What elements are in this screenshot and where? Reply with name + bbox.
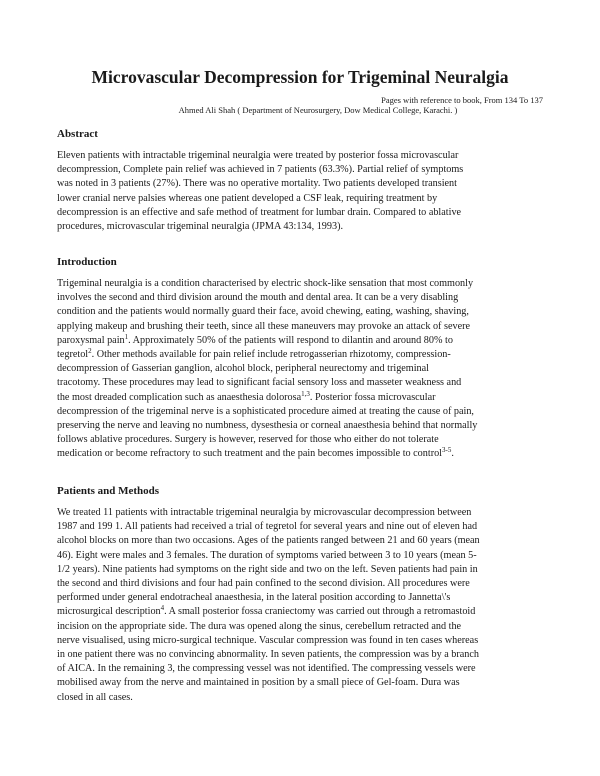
methods-line: closed in all cases.: [57, 691, 133, 703]
citation-superscript: 1,3: [301, 389, 310, 398]
abstract-line: Eleven patients with intractable trigeminal neuralgia were treated by posterior fossa microvascular: [57, 150, 459, 161]
intro-text-run: . Posterior fossa microvascular: [309, 391, 436, 403]
methods-line: 1987 and 199 1. All patients had received a trial of tegretol for several years and nine out of eleven had: [57, 521, 478, 533]
introduction-section: [57, 255, 547, 462]
methods-line: in one patient there was no convincing abnormality. In seven patients, the compression was by a branch: [57, 649, 479, 661]
intro-line: decompression of Gasserian ganglion, alcohol block, peripheral neurectomy and trigeminal: [57, 363, 430, 375]
paper-title: Microvascular Decompression for Trigeminal Neuralgia: [91, 67, 509, 87]
abstract-line: decompression is an effective and safe method of treatment for lumbar drain. Compared to ablative: [57, 206, 462, 218]
methods-line: performed under general endotracheal anaesthesia, in the lateral position according to Jannetta\'s: [57, 592, 451, 604]
methods-line: 46). Eight were males and 3 females. The duration of symptoms varied between 3 to 10 years (mean 5-: [57, 549, 477, 561]
intro-line: preserving the nerve and leaving no numbness, dysesthesia or corneal anaesthesia behind that normally: [57, 420, 478, 432]
citation-superscript: 1: [124, 332, 129, 341]
patients-methods-text: [57, 506, 547, 705]
citation-superscript: 3-5: [442, 446, 452, 455]
methods-line: 1/2 years). Nine patients had symptoms on the right side and two on the left. Seven patients had pain in: [57, 563, 478, 575]
intro-line: tracotomy. These procedures may lead to significant facial sensory loss and masseter weakness and: [57, 377, 462, 389]
citation-superscript: 4: [160, 604, 165, 613]
methods-line: incision on the appropriate side. The dura was opened along the sinus, cerebellum retracted and the: [57, 620, 462, 632]
intro-text-run: . Other methods available for pain relief include retrogasserian rhizotomy, compression-: [91, 349, 451, 361]
intro-line: involves the second and third division around the mouth and dental area. It can be a very disabling: [57, 292, 459, 304]
intro-line: condition and the patients would normally guard their face, avoid chewing, eating, washing, shaving,: [57, 306, 469, 318]
methods-line: mobilised away from the nerve and maintained in position by a small piece of Gel-foam. Dura was: [57, 677, 460, 689]
abstract-line: procedures, microvascular trigeminal neuralgia (JPMA 43:134, 1993).: [57, 221, 344, 233]
intro-text-run: medication or become refractory to such treatment and the pain becomes impossible to control: [57, 448, 443, 460]
intro-line: [57, 447, 547, 461]
citation-superscript: 2: [88, 347, 92, 356]
intro-line: [57, 391, 547, 405]
intro-text-run: tegretol: [57, 349, 89, 361]
introduction-heading: Introduction: [57, 256, 117, 268]
methods-line: alcohol blocks on more than two occasions. Ages of the patients ranged between 21 and 60 years (mean: [57, 535, 480, 547]
author-affiliation: Ahmed Ali Shah ( Department of Neurosurgery, Dow Medical College, Karachi. ): [178, 105, 458, 115]
abstract-text: [57, 149, 547, 234]
abstract-heading: Abstract: [57, 128, 98, 140]
intro-line: [57, 334, 547, 348]
abstract-line: lower cranial nerve palsies whereas one patient developed a CSF leak, requiring treatment by: [57, 192, 438, 204]
intro-text-run: . Approximately 50% of the patients will respond to dilantin and around 80% to: [128, 334, 453, 346]
intro-text-run: the most dreaded complication such as anaesthesia dolorosa: [57, 391, 302, 403]
intro-line: applying makeup and brushing their teeth, since all these maneuvers may provoke an attack of severe: [57, 320, 471, 332]
intro-line: Trigeminal neuralgia is a condition characterised by electric shock-like sensation that most commonly: [57, 278, 474, 289]
abstract-line: decompression, Complete pain relief was achieved in 7 patients (63.3%). Partial relief of symptoms: [57, 164, 464, 176]
intro-line: decompression of the trigeminal nerve is a sophisticated procedure aimed at treating the cause of pain,: [57, 405, 474, 417]
abstract-line: was noted in 3 patients (27%). There was no operative mortality. Two patients developed transient: [57, 178, 457, 190]
patients-methods-heading: Patients and Methods: [57, 485, 160, 497]
abstract-section: [57, 127, 547, 234]
methods-line: [57, 605, 547, 619]
introduction-text: [57, 277, 547, 462]
methods-line: nerve visualised, using micro-surgical technique. Vascular compression was found in ten cases whereas: [57, 634, 479, 646]
methods-line: the second and third divisions and four had pain confined to the second division. All procedures were: [57, 578, 470, 590]
pages-reference: Pages with reference to book, From 134 To 137: [381, 95, 543, 105]
methods-text-run: microsurgical description: [57, 606, 161, 618]
methods-text-run: . A small posterior fossa craniectomy was carried out through a retromastoid: [164, 606, 476, 618]
intro-line: follows ablative procedures. Surgery is however, reserved for those who either do not tolerate: [57, 434, 439, 446]
methods-line: of AICA. In the remaining 3, the compressing vessel was not identified. The compressing vessels were: [57, 663, 476, 675]
patients-methods-section: [57, 484, 547, 705]
intro-text-run: .: [451, 448, 454, 460]
intro-line: [57, 348, 547, 362]
intro-text-run: paroxysmal pain: [57, 334, 125, 346]
methods-line: We treated 11 patients with intractable trigeminal neuralgia by microvascular decompression between: [57, 507, 472, 518]
